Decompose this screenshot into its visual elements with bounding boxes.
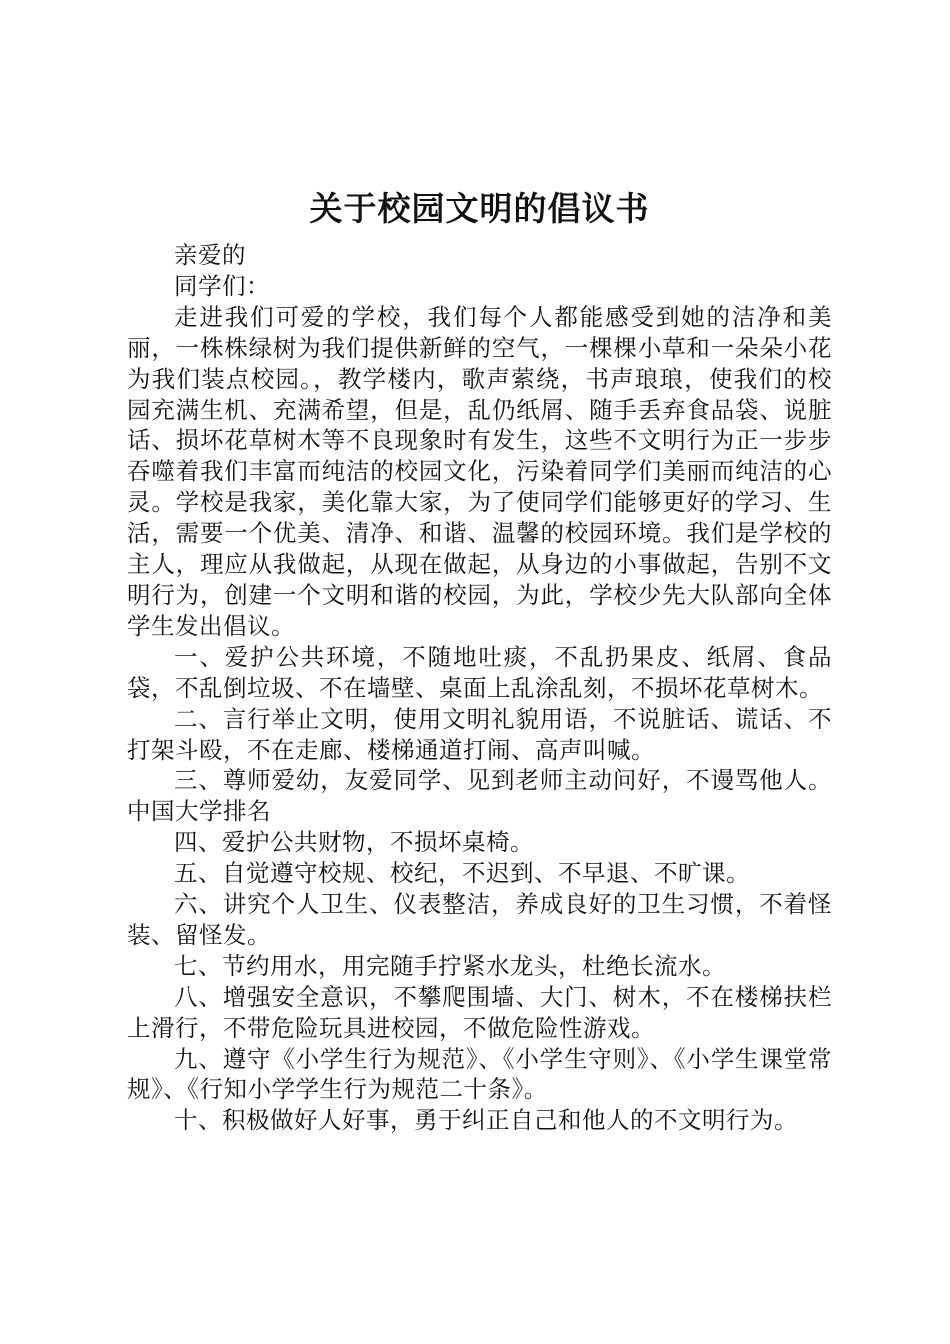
proposal-item-3: 三、尊师爱幼，友爱同学、见到老师主动问好，不谩骂他人。中国大学排名 [127, 766, 832, 826]
proposal-item-9: 九、遵守《小学生行为规范》、《小学生守则》、《小学生课堂常规》、《行知小学学生行为规范二十条》。 [127, 1044, 832, 1104]
proposal-item-10: 十、积极做好人好事，勇于纠正自己和他人的不文明行为。 [174, 1106, 798, 1135]
intro-paragraph: 走进我们可爱的学校，我们每个人都能感受到她的洁净和美丽，一株株绿树为我们提供新鲜的空气，一棵棵小草和一朵朵小花为我们装点校园。，教学楼内，歌声萦绕，书声琅琅，使我们的校园充满生机、充满希望，但是，乱仍纸屑、随手丢弃食品袋、说脏话、损坏花草树木等不良现象时有发生，这些不文明行为正一步步吞噬着我们丰富而纯洁的校园文化，污染着同学们美丽而纯洁的心灵。学校是我家，美化靠大家，为了使同学们能够更好的学习、生活，需要一个优美、清净、和谐、温馨的校园环境。我们是学校的主人，理应从我做起，从现在做起，从身边的小事做起，告别不文明行为，创建一个文明和谐的校园，为此，学校少先大队部向全体学生发出倡议。 [127, 302, 832, 640]
document-title: 关于校园文明的倡议书 [309, 189, 650, 228]
salutation-line-1: 亲爱的 [174, 241, 246, 269]
proposal-item-5: 五、自觉遵守校规、校纪，不迟到、不早退、不旷课。 [174, 859, 750, 888]
salutation-line-2: 同学们： [174, 271, 270, 300]
proposal-item-7: 七、节约用水，用完随手拧紧水龙头，杜绝长流水。 [174, 951, 726, 980]
proposal-item-1: 一、爱护公共环境，不随地吐痰，不乱扔果皮、纸屑、食品袋，不乱倒垃圾、不在墙壁、桌面上乱涂乱刻，不损坏花草树木。 [127, 642, 832, 702]
proposal-item-6: 六、讲究个人卫生、仪表整洁，养成良好的卫生习惯，不着怪装、留怪发。 [127, 890, 832, 949]
proposal-item-2: 二、言行举止文明，使用文明礼貌用语，不说脏话、谎话、不打架斗殴，不在走廊、楼梯通道打闹、高声叫喊。 [127, 704, 832, 764]
document-page [127, 178, 832, 1136]
proposal-item-8: 八、增强安全意识，不攀爬围墙、大门、树木，不在楼梯扶栏上滑行，不带危险玩具进校园，不做危险性游戏。 [127, 982, 832, 1042]
proposal-item-4: 四、爱护公共财物，不损坏桌椅。 [174, 828, 534, 857]
